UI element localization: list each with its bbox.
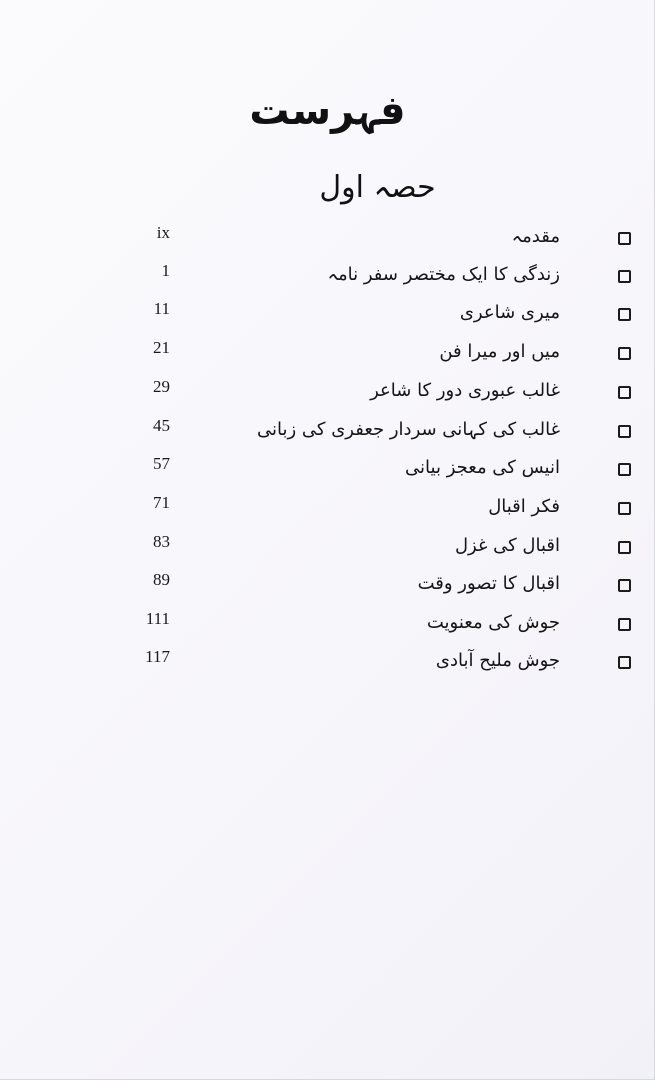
toc-entry-title: غالب عبوری دور کا شاعر: [370, 380, 560, 401]
toc-row: [0, 604, 655, 642]
toc-page-number: 111: [145, 609, 170, 628]
toc-page-number: 89: [153, 570, 170, 589]
toc-entry-title: اقبال کی غزل: [454, 535, 560, 556]
toc-entry-title: انیس کی معجز بیانی: [405, 457, 560, 478]
toc-entry-title: جوش کی معنویت: [426, 612, 560, 633]
toc-row: [0, 527, 655, 565]
toc-row: [0, 642, 655, 680]
toc-row: [0, 565, 655, 603]
toc-page-number: 11: [153, 299, 170, 318]
toc-row: [0, 294, 655, 332]
toc-entry-title: زندگی کا ایک مختصر سفر نامہ: [327, 264, 560, 285]
section-heading: حصہ اول: [319, 170, 436, 205]
toc-row: [0, 218, 655, 256]
checkbox-bullet-icon: [618, 579, 631, 592]
toc-page-number: 83: [153, 532, 170, 551]
checkbox-bullet-icon: [618, 386, 631, 399]
toc-entry-title: مقدمہ: [511, 226, 560, 247]
toc-entry-title: غالب کی کہانی سردار جعفری کی زبانی: [256, 419, 560, 440]
toc-entry-title: فکر اقبال: [488, 496, 560, 517]
toc-row: [0, 256, 655, 294]
toc-page-number: 71: [153, 493, 170, 512]
checkbox-bullet-icon: [618, 232, 631, 245]
checkbox-bullet-icon: [618, 270, 631, 283]
toc-entry-title: جوش ملیح آبادی: [435, 650, 560, 671]
toc-row: [0, 449, 655, 487]
toc-row: [0, 411, 655, 449]
toc-row: [0, 372, 655, 410]
toc-row: [0, 333, 655, 371]
toc-entry-title: میری شاعری: [459, 302, 560, 323]
toc-page-number: 1: [161, 261, 170, 280]
toc-entry-title: اقبال کا تصور وقت: [417, 573, 560, 594]
checkbox-bullet-icon: [618, 463, 631, 476]
toc-entry-title: میں اور میرا فن: [439, 341, 560, 362]
checkbox-bullet-icon: [618, 308, 631, 321]
toc-page-number: 57: [153, 454, 170, 473]
checkbox-bullet-icon: [618, 656, 631, 669]
checkbox-bullet-icon: [618, 347, 631, 360]
checkbox-bullet-icon: [618, 502, 631, 515]
toc-page-number: 117: [145, 647, 170, 666]
page-title: فہرست: [249, 88, 406, 134]
checkbox-bullet-icon: [618, 618, 631, 631]
toc-page-number: 29: [153, 377, 170, 396]
toc-page-number: 21: [153, 338, 170, 357]
toc-row: [0, 488, 655, 526]
checkbox-bullet-icon: [618, 425, 631, 438]
toc-page-number: 45: [153, 416, 170, 435]
table-of-contents: [0, 218, 655, 678]
toc-page-number: ix: [156, 223, 170, 242]
checkbox-bullet-icon: [618, 541, 631, 554]
